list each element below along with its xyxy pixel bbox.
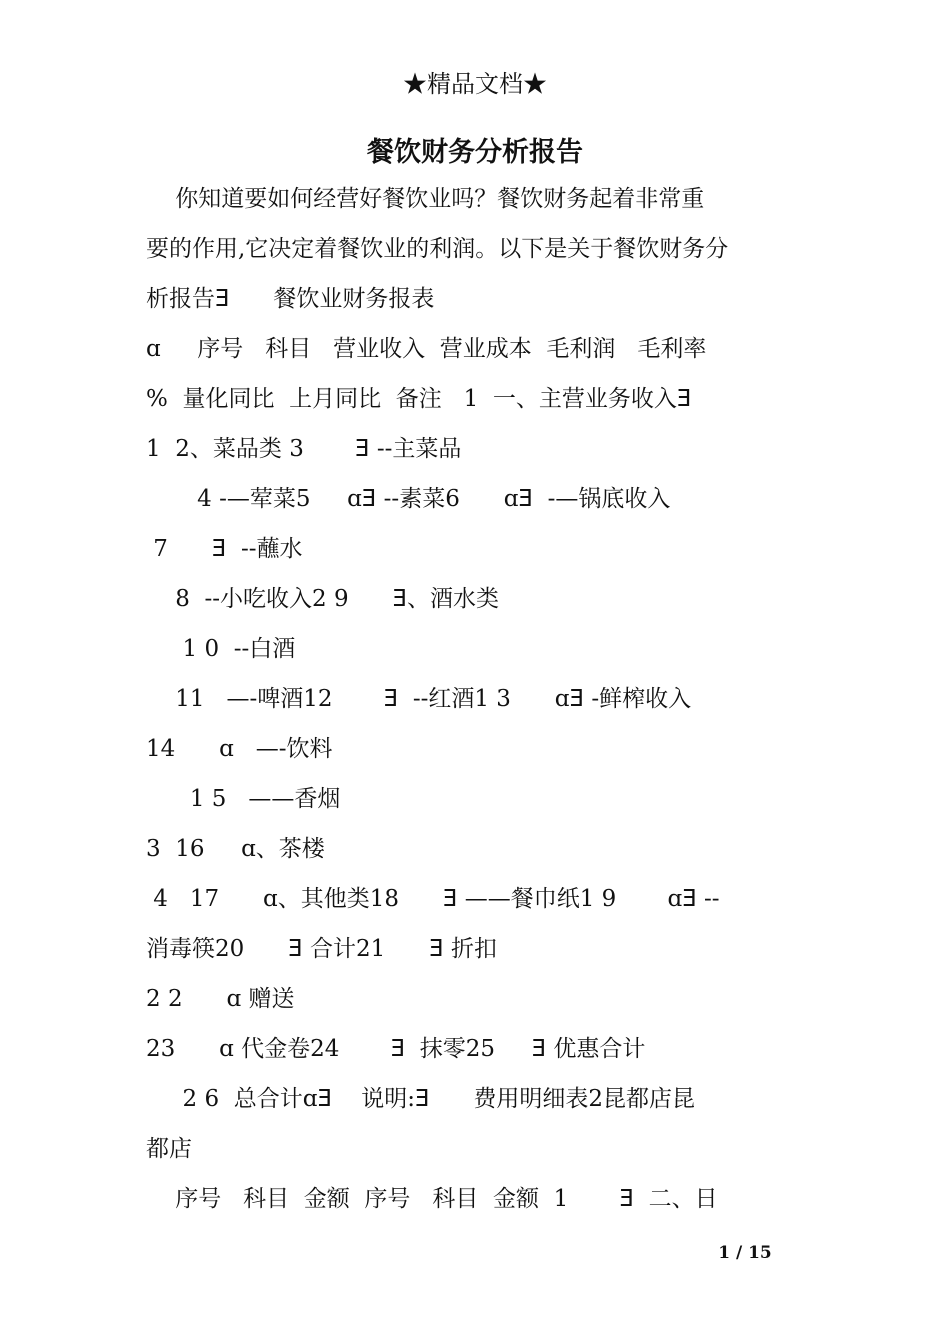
text-line: % 量化同比 上月同比 备注 1 一、主营业务收入ⴺ xyxy=(146,386,692,412)
document-title: 餐饮财务分析报告 xyxy=(367,137,583,168)
page-number: 1 / 15 xyxy=(718,1243,772,1263)
text-line: 消毒筷20 ⴺ 合计21 ⴺ 折扣 xyxy=(146,936,497,962)
text-line: 3 16 ɑ、茶楼 xyxy=(146,836,325,862)
text-line: 23 ɑ 代金卷24 ⴺ 抹零25 ⴺ 优惠合计 xyxy=(146,1036,646,1062)
text-line: 要的作用,它决定着餐饮业的利润。以下是关于餐饮财务分 xyxy=(146,236,729,262)
text-line: ɑ 序号 科目 营业收入 营业成本 毛利润 毛利率 xyxy=(146,336,707,362)
text-line: 14 ɑ —-饮料 xyxy=(146,736,333,762)
document-body xyxy=(146,178,808,1228)
text-line: 7 ⴺ --蘸水 xyxy=(146,536,303,562)
text-line: 都店 xyxy=(146,1136,192,1162)
document-header: ★精品文档★ xyxy=(403,70,547,98)
text-line: 1 0 --白酒 xyxy=(146,636,296,662)
text-line: 2 6 总合计ɑⴺ 说明:ⴺ 费用明细表2昆都店昆 xyxy=(146,1086,696,1112)
text-line: 11 —-啤酒12 ⴺ --红酒1 3 ɑⴺ -鲜榨收入 xyxy=(146,686,692,712)
text-line: 你知道要如何经营好餐饮业吗？餐饮财务起着非常重 xyxy=(146,186,705,212)
text-line: 8 --小吃收入2 9 ⴺ、酒水类 xyxy=(146,586,500,612)
text-line: 4 -—荤菜5 ɑⴺ --素菜6 ɑⴺ -—锅底收入 xyxy=(146,486,671,512)
text-line: 2 2 ɑ 赠送 xyxy=(146,986,295,1012)
text-line: 析报告ⴺ 餐饮业财务报表 xyxy=(146,286,435,312)
text-line: 1 5 ——香烟 xyxy=(146,786,341,812)
text-line: 序号 科目 金额 序号 科目 金额 1 ⴺ 二、日 xyxy=(146,1186,718,1212)
text-line: 4 17 ɑ、其他类18 ⴺ ——餐巾纸1 9 ɑⴺ -- xyxy=(146,886,720,912)
text-line: 1 2、菜品类 3 ⴺ --主菜品 xyxy=(146,436,462,462)
